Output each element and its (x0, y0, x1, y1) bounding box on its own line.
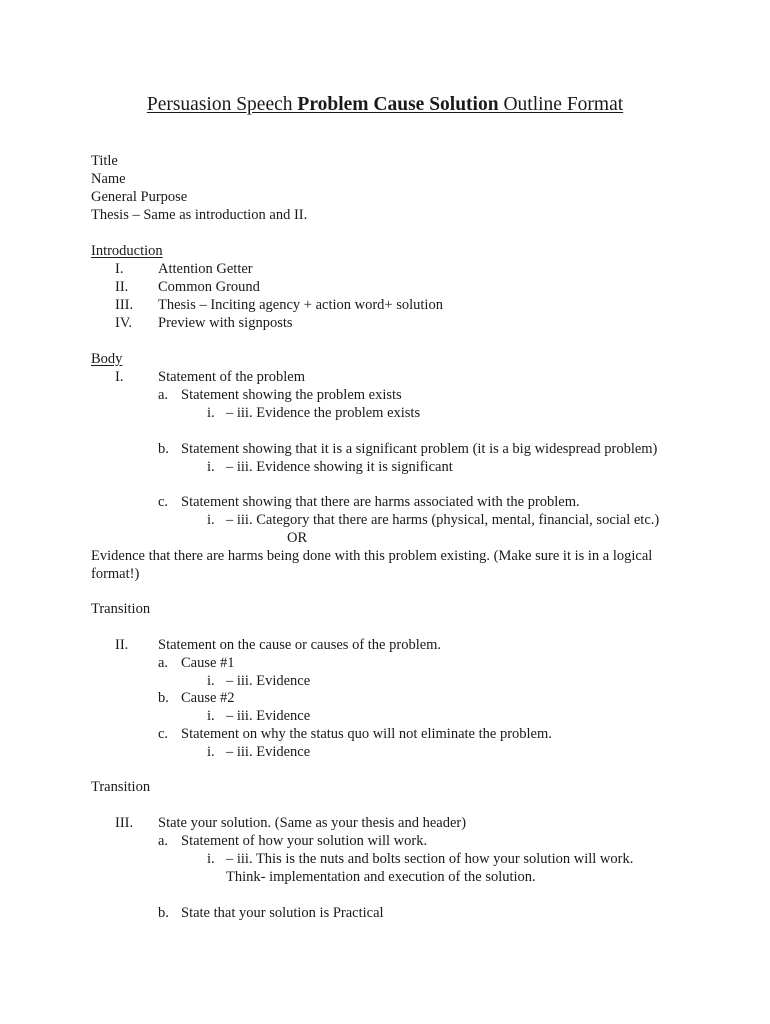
header-line-name: Name (91, 171, 126, 187)
section-2-b-i-text: – iii. Evidence (226, 708, 311, 724)
section-3-b-label: b. (158, 905, 169, 921)
evidence-line-1: Evidence that there are harms being done with this problem existing. (Make sure it is in a logical (91, 548, 653, 564)
page-title (0, 93, 770, 117)
intro-item-text: Thesis – Inciting agency + action word+ solution (158, 297, 443, 313)
section-1-text: Statement of the problem (158, 369, 305, 385)
section-3-a-i-label: i. (207, 851, 215, 867)
section-1-c-label: c. (158, 494, 169, 510)
intro-item-num: III. (115, 297, 134, 313)
introduction-heading: Introduction (91, 243, 163, 259)
intro-item-text: Preview with signposts (158, 315, 293, 331)
section-1-b-i-label: i. (207, 459, 215, 475)
intro-item-text: Common Ground (158, 279, 260, 295)
section-2-a-i-label: i. (207, 673, 215, 689)
header-line-thesis: Thesis – Same as introduction and II. (91, 207, 308, 223)
evidence-line-2: format!) (91, 566, 140, 582)
section-2-text: Statement on the cause or causes of the problem. (158, 637, 442, 653)
intro-item-num: IV. (115, 315, 133, 331)
title-part-3: Outline Format (498, 94, 624, 115)
intro-item-num: I. (115, 261, 124, 277)
intro-item-num: II. (115, 279, 129, 295)
section-3-a-text: Statement of how your solution will work. (181, 833, 428, 849)
body-heading: Body (91, 351, 123, 367)
section-3-a-label: a. (158, 833, 169, 849)
section-2-a-text: Cause #1 (181, 655, 235, 671)
section-1-num: I. (115, 369, 124, 385)
transition-2: Transition (91, 779, 151, 795)
section-2-num: II. (115, 637, 129, 653)
header-line-general-purpose: General Purpose (91, 189, 188, 205)
section-1-a-label: a. (158, 387, 169, 403)
section-1-b-i-text: – iii. Evidence showing it is significant (226, 459, 453, 475)
section-2-b-text: Cause #2 (181, 690, 235, 706)
section-2-c-label: c. (158, 726, 169, 742)
section-1-c-i-label: i. (207, 512, 215, 528)
section-2-b-label: b. (158, 690, 169, 706)
title-part-2-bold: Problem Cause Solution (297, 94, 499, 115)
section-2-a-label: a. (158, 655, 169, 671)
or-separator: OR (287, 530, 308, 546)
section-2-c-i-text: – iii. Evidence (226, 744, 311, 760)
section-1-a-i-text: – iii. Evidence the problem exists (226, 405, 421, 421)
section-1-c-text: Statement showing that there are harms associated with the problem. (181, 494, 580, 510)
section-3-a-i-text: – iii. This is the nuts and bolts section of how your solution will work. (226, 851, 634, 867)
section-2-b-i-label: i. (207, 708, 215, 724)
intro-item-text: Attention Getter (158, 261, 253, 277)
section-1-a-i-label: i. (207, 405, 215, 421)
title-part-1: Persuasion Speech (146, 94, 298, 115)
section-3-b-text: State that your solution is Practical (181, 905, 384, 921)
section-1-b-text: Statement showing that it is a significant problem (it is a big widespread problem) (181, 441, 658, 457)
section-2-c-text: Statement on why the status quo will not eliminate the problem. (181, 726, 552, 742)
section-2-c-i-label: i. (207, 744, 215, 760)
section-1-b-label: b. (158, 441, 169, 457)
transition-1: Transition (91, 601, 151, 617)
header-line-title: Title (91, 153, 118, 169)
section-1-a-text: Statement showing the problem exists (181, 387, 402, 403)
section-2-a-i-text: – iii. Evidence (226, 673, 311, 689)
section-3-text: State your solution. (Same as your thesis and header) (158, 815, 467, 831)
section-3-num: III. (115, 815, 134, 831)
section-1-c-i-text: – iii. Category that there are harms (physical, mental, financial, social etc.) (226, 512, 660, 528)
section-3-a-i-text-2: Think- implementation and execution of the solution. (226, 869, 536, 885)
